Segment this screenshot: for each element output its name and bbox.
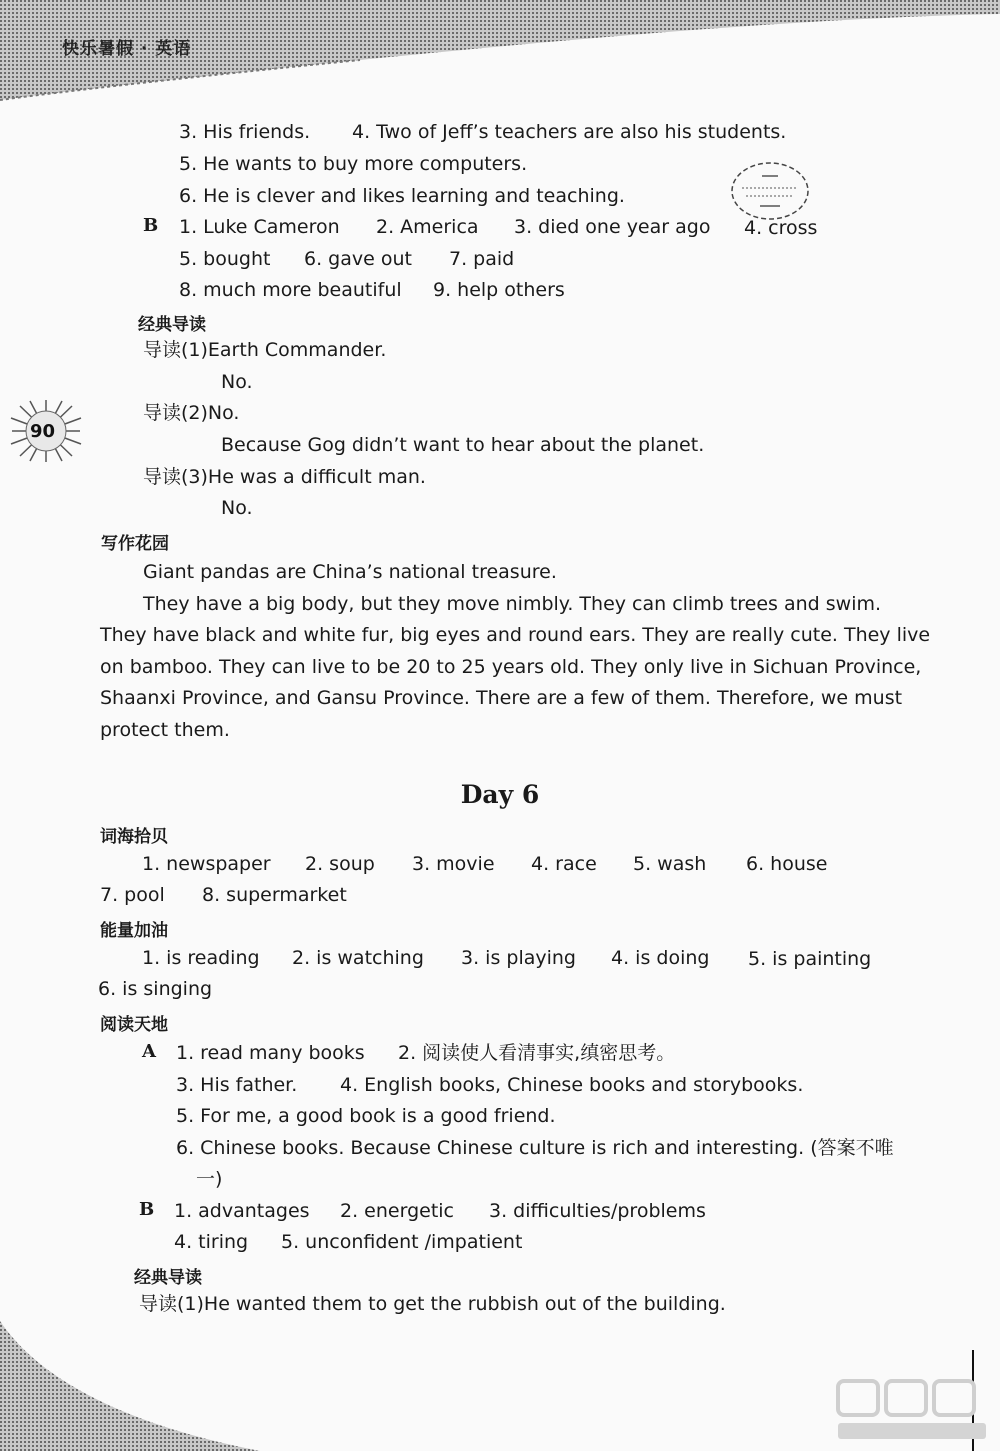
section-label-b: B <box>139 1199 155 1220</box>
vocab-item: 2. soup <box>305 853 375 875</box>
reading-item: 5. unconfident /impatient <box>281 1231 523 1253</box>
answer-item: 6. gave out <box>304 248 412 270</box>
reading-item: 1. advantages <box>174 1200 310 1222</box>
reading-item: 3. difficulties/problems <box>489 1200 706 1222</box>
reading-item: 一) <box>196 1168 223 1190</box>
day-title: Day 6 <box>460 780 540 809</box>
answer-item: 1. Luke Cameron <box>179 216 340 238</box>
answer-line: 4. Two of Jeff’s teachers are also his students. <box>352 121 787 143</box>
writing-line: They have a big body, but they move nimbly. They can climb trees and swim. <box>143 593 882 615</box>
reading-item: 4. tiring <box>174 1231 249 1253</box>
answer-item: 9. help others <box>433 279 565 301</box>
reading-item: 6. Chinese books. Because Chinese culture is rich and interesting. (答案不唯 <box>176 1137 894 1159</box>
writing-line: Shaanxi Province, and Gansu Province. There are a few of them. Therefore, we must <box>100 687 903 709</box>
corner-decoration <box>0 1321 260 1451</box>
vocab-item: 4. race <box>531 853 597 875</box>
energy-item: 4. is doing <box>611 947 710 969</box>
section-heading: 写作花园 <box>101 534 169 554</box>
writing-line: on bamboo. They can live to be 20 to 25 years old. They only live in Sichuan Province, <box>100 656 922 678</box>
reading-item: 5. For me, a good book is a good friend. <box>176 1105 556 1127</box>
page-number: 90 <box>30 421 56 442</box>
section-label-b: B <box>143 215 159 236</box>
section-heading: 词海拾贝 <box>100 827 168 847</box>
answer-item: 3. died one year ago <box>514 216 711 238</box>
answer-item: 7. paid <box>449 248 515 270</box>
section-heading: 经典导读 <box>138 315 206 335</box>
section-heading: 能量加油 <box>100 921 168 941</box>
answer-item: 4. cross <box>744 217 818 239</box>
reading-item: 2. 阅读使人看清事实,缜密思考。 <box>398 1042 676 1064</box>
reading-answer: 导读(1)He wanted them to get the rubbish out of the building. <box>139 1293 726 1315</box>
energy-item: 5. is painting <box>748 948 872 970</box>
vocab-item: 8. supermarket <box>202 884 347 906</box>
watermark-logo <box>832 1375 992 1445</box>
writing-line: protect them. <box>100 719 230 741</box>
answer-line: 5. He wants to buy more computers. <box>179 153 528 175</box>
section-heading: 阅读天地 <box>100 1015 168 1035</box>
energy-item: 6. is singing <box>98 978 213 1000</box>
answer-item: 2. America <box>376 216 479 238</box>
writing-line: Giant pandas are China’s national treasure. <box>143 561 557 583</box>
reading-item: 2. energetic <box>340 1200 454 1222</box>
reading-item: 4. English books, Chinese books and storybooks. <box>340 1074 804 1096</box>
vocab-item: 1. newspaper <box>142 853 271 875</box>
answer-line: 6. He is clever and likes learning and teaching. <box>179 185 625 207</box>
answer-item: 8. much more beautiful <box>179 279 402 301</box>
reading-item: 3. His father. <box>176 1074 298 1096</box>
stamp-seal <box>728 158 812 224</box>
reading-answer: 导读(3)He was a difficult man. <box>143 466 426 488</box>
vocab-item: 7. pool <box>100 884 165 906</box>
energy-item: 3. is playing <box>461 947 576 969</box>
reading-answer: 导读(1)Earth Commander. <box>143 339 387 361</box>
energy-item: 2. is watching <box>292 947 424 969</box>
header-title: 快乐暑假 · 英语 <box>62 39 192 59</box>
section-label-a: A <box>142 1041 156 1062</box>
reading-answer: No. <box>221 371 253 393</box>
vocab-item: 6. house <box>746 853 828 875</box>
reading-item: 1. read many books <box>176 1042 365 1064</box>
energy-item: 1. is reading <box>142 947 260 969</box>
reading-answer: No. <box>221 497 253 519</box>
section-heading: 经典导读 <box>134 1268 202 1288</box>
vocab-item: 5. wash <box>633 853 707 875</box>
answer-line: 3. His friends. <box>179 121 311 143</box>
reading-answer: 导读(2)No. <box>143 402 240 424</box>
answer-item: 5. bought <box>179 248 271 270</box>
writing-line: They have black and white fur, big eyes and round ears. They are really cute. They live <box>100 624 931 646</box>
vocab-item: 3. movie <box>412 853 495 875</box>
reading-answer: Because Gog didn’t want to hear about the planet. <box>221 434 705 456</box>
